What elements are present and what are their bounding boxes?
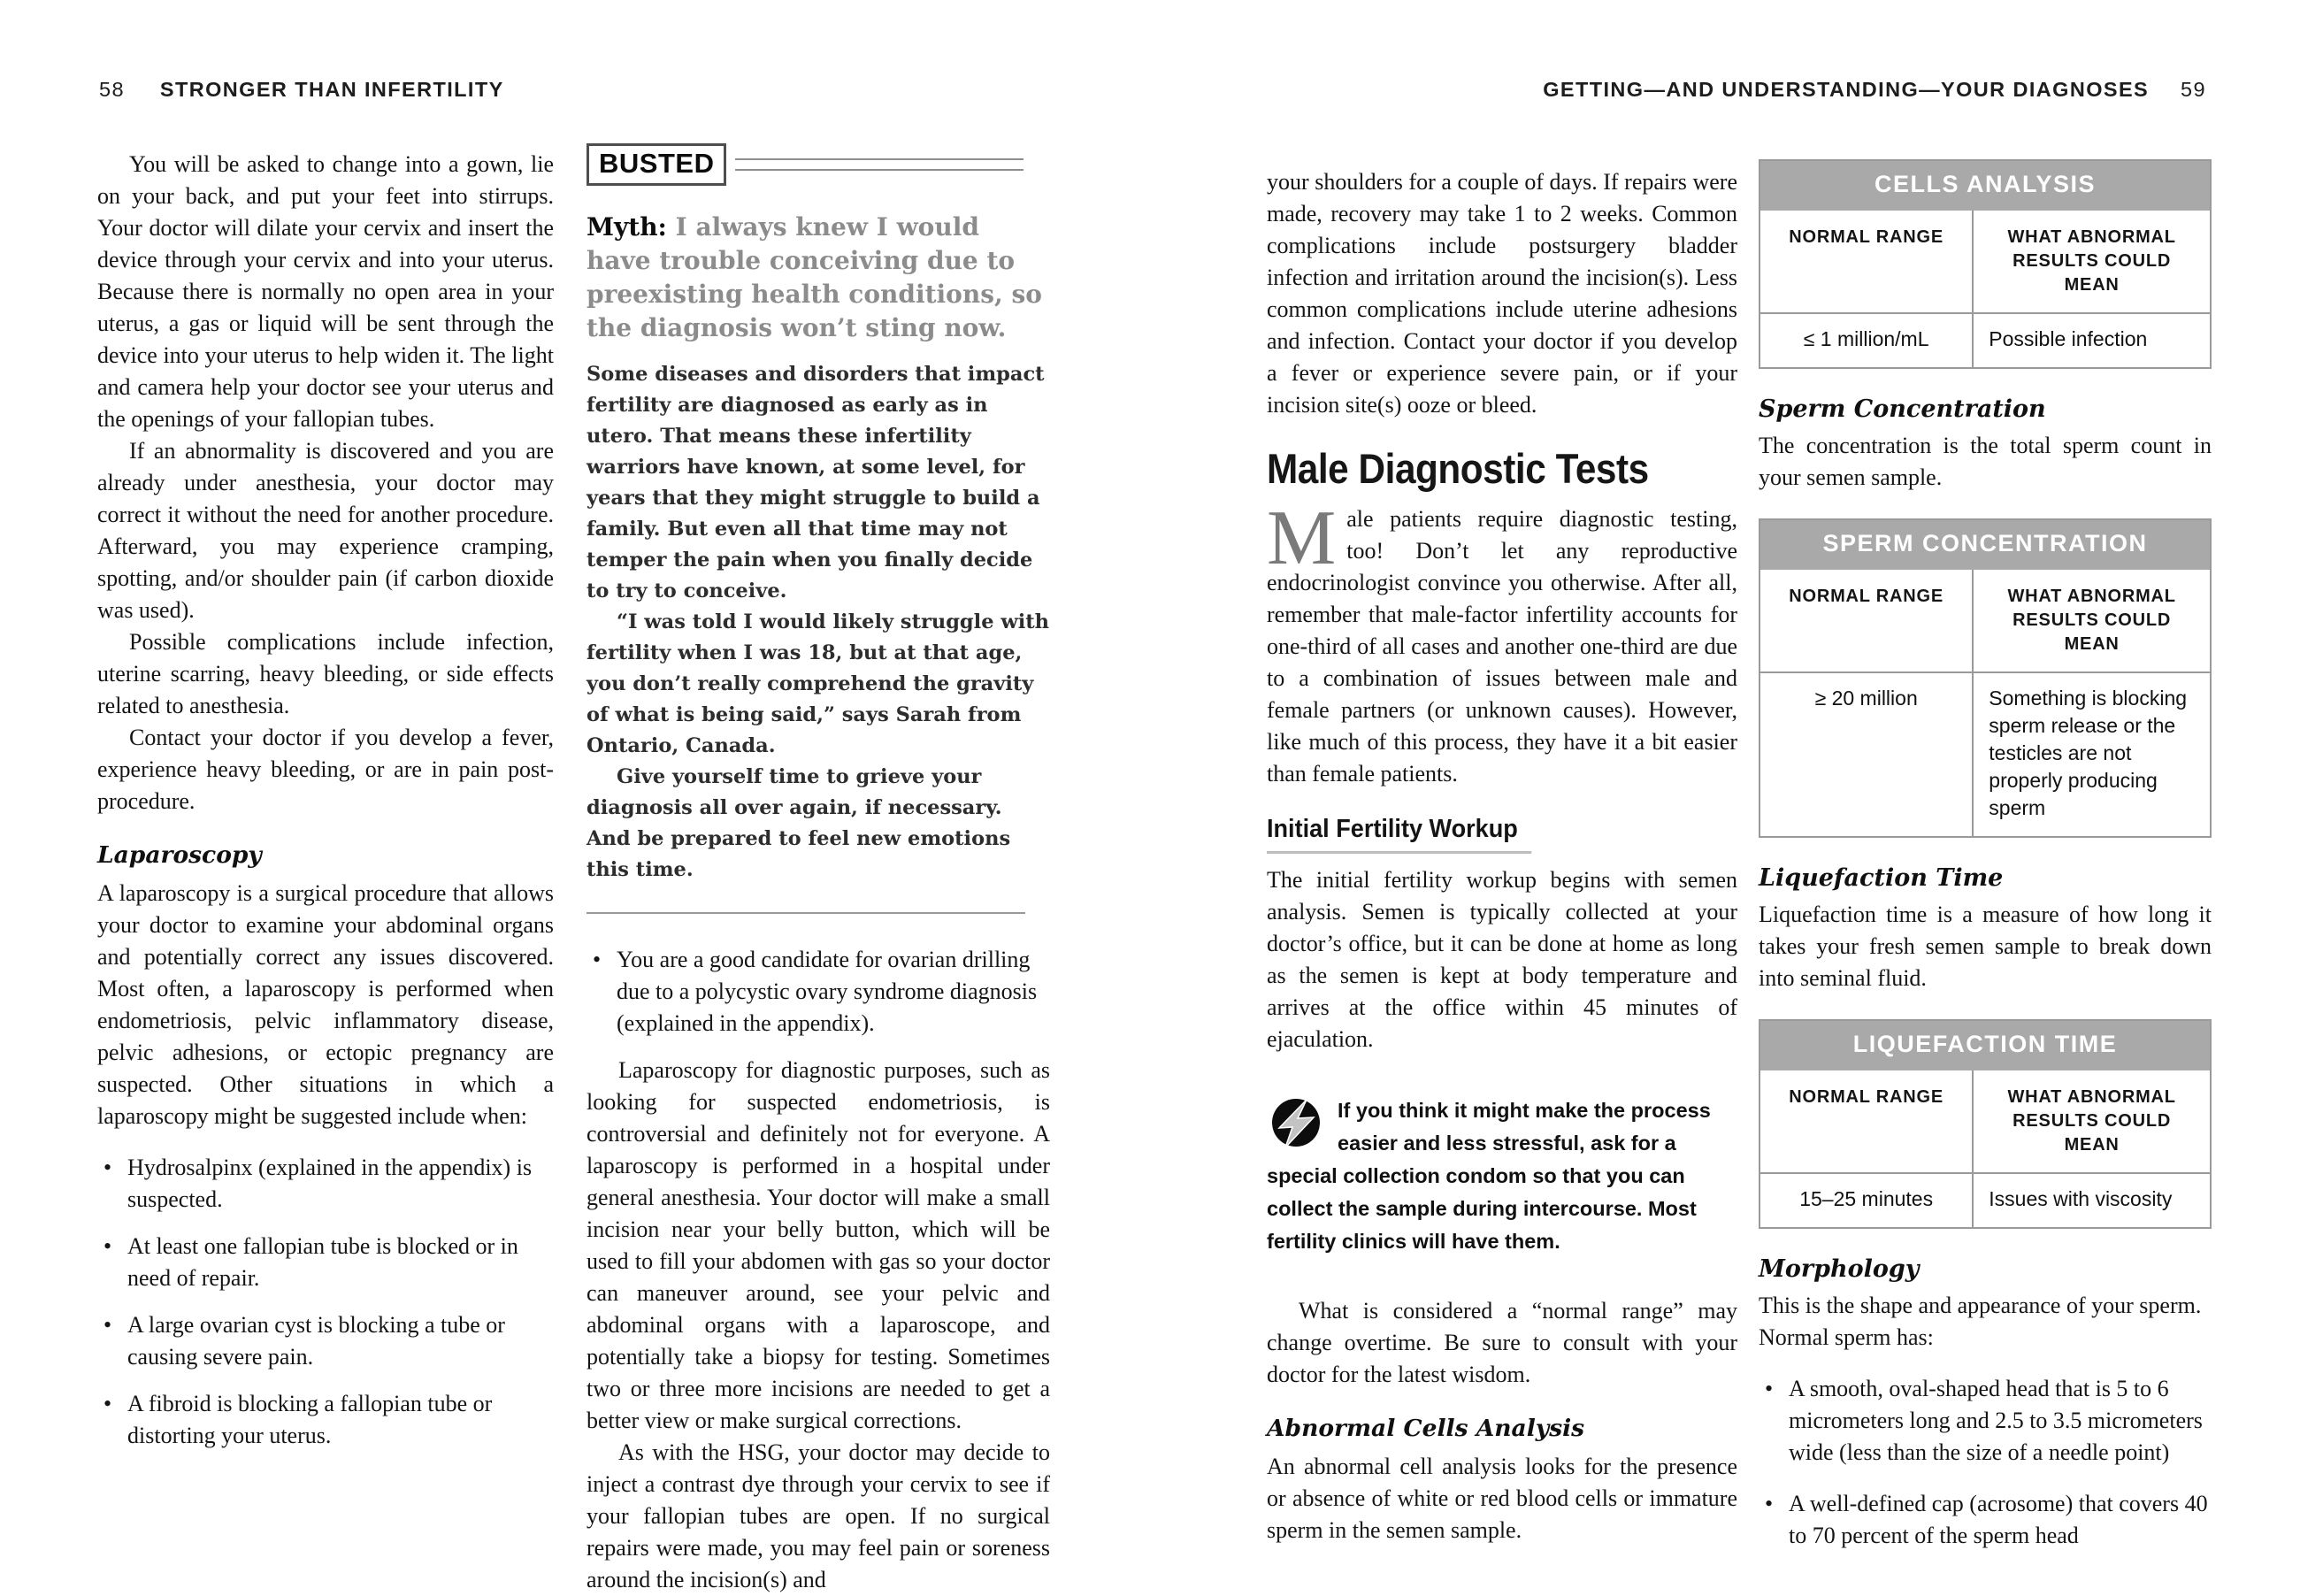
laparoscopy-heading: Laparoscopy: [97, 841, 262, 869]
table-title: SPERM CONCENTRATION: [1760, 520, 2210, 570]
right-page-number: 59: [2181, 78, 2206, 101]
right-page-column-1: [1267, 166, 1737, 1546]
cells-analysis-table: [1759, 159, 2212, 369]
table-row: [1760, 671, 2210, 836]
list-item: • A large ovarian cyst is blocking a tube or causing severe pain.: [97, 1309, 554, 1373]
double-rule: [735, 158, 1024, 171]
paragraph: The concentration is the total sperm count in your semen sample.: [1759, 433, 2212, 490]
right-running-head: [1543, 78, 2206, 102]
table-title: LIQUEFACTION TIME: [1760, 1021, 2210, 1070]
paragraph: This is the shape and appearance of your sperm. Normal sperm has:: [1759, 1293, 2202, 1350]
tip-text: If you think it might make the process easier and less stressful, ask for a special collection condom so that you can collect the sample during intercourse. Most fertility clinics will have them.: [1267, 1099, 1711, 1253]
sperm-concentration-table: [1759, 518, 2212, 838]
right-page-column-2: [1759, 159, 2212, 1571]
paragraph: If an abnormality is discovered and you are already under anesthesia, your doctor may correct it without the need for another procedure. Afterward, you may experience cramping, spotting, and/or shoulder pain (if carbon dioxide was used).: [97, 438, 554, 623]
table-header-row: [1760, 1070, 2210, 1172]
column-header: NORMAL RANGE: [1760, 211, 1974, 312]
myth-text: I always knew I would have trouble conceiving due to preexisting health conditions, so the diagnosis won’t sting now.: [586, 212, 1042, 342]
left-book-title: STRONGER THAN INFERTILITY: [159, 78, 504, 101]
myth-body-paragraph: Give yourself time to grieve your diagnosis all over again, if necessary. And be prepared to feel new emotions this time.: [586, 765, 1011, 881]
paragraph: Liquefaction time is a measure of how long it takes your fresh semen sample to break down into seminal fluid.: [1759, 902, 2212, 991]
tip-callout: [1267, 1094, 1737, 1258]
morphology-heading: Morphology: [1759, 1255, 1920, 1283]
table-row: [1760, 1172, 2210, 1227]
busted-badge: BUSTED: [586, 143, 726, 186]
liquefaction-time-table: [1759, 1019, 2212, 1229]
list-item: • Hydrosalpinx (explained in the appendix) is suspected.: [97, 1152, 554, 1216]
paragraph: Contact your doctor if you develop a fever, experience heavy bleeding, or are in pain post-procedure.: [97, 725, 554, 814]
abnormal-cells-analysis-heading: Abnormal Cells Analysis: [1267, 1415, 1585, 1442]
list-item: • A well-defined cap (acrosome) that covers 40 to 70 percent of the sperm head: [1759, 1488, 2212, 1552]
table-cell: Issues with viscosity: [1974, 1172, 2210, 1227]
myth-label: Myth:: [586, 212, 667, 242]
intro-paragraph: [1267, 495, 1737, 790]
morphology-bullet-list: [1759, 1373, 2212, 1552]
column-header: NORMAL RANGE: [1760, 570, 1974, 671]
drop-cap: M: [1267, 495, 1337, 581]
sperm-concentration-heading: Sperm Concentration: [1759, 395, 2046, 423]
left-running-head: [99, 78, 504, 102]
table-header-row: [1760, 570, 2210, 671]
column-header: WHAT ABNORMAL RESULTS COULD MEAN: [2007, 227, 2176, 295]
table-cell: 15–25 minutes: [1760, 1172, 1974, 1227]
left-page-number: 58: [99, 78, 125, 101]
table-row: [1760, 312, 2210, 367]
paragraph: Laparoscopy for diagnostic purposes, such as looking for suspected endometriosis, is controversial and definitely not for everyone. A laparoscopy is performed in a hospital under general anesthesia. Your doctor will make a small incision near your belly button, which will be used to fill your abdomen with gas so your doctor can maneuver around, see your pelvic and abdominal organs with a laparoscope, and potentially take a biopsy for testing. Sometimes two or three more incisions are needed to get a better view or make surgical corrections.: [586, 1057, 1050, 1433]
paragraph: An abnormal cell analysis looks for the presence or absence of white or red blood cells or immature sperm in the semen sample.: [1267, 1454, 1737, 1543]
myth-quote-paragraph: “I was told I would likely struggle with fertility when I was 18, but at that age, you don’t really comprehend the gravity of what is being said,” says Sarah from Ontario, Canada.: [586, 610, 1050, 757]
male-diagnostic-tests-heading: Male Diagnostic Tests: [1267, 445, 1649, 492]
table-cell: Possible infection: [1974, 312, 2210, 367]
paragraph: What is considered a “normal range” may change overtime. Be sure to consult with your doctor for the latest wisdom.: [1267, 1298, 1737, 1387]
section-divider: [586, 912, 1025, 914]
left-page-column-1: [97, 149, 554, 1467]
lightning-icon: [1269, 1096, 1323, 1151]
table-title: CELLS ANALYSIS: [1760, 161, 2210, 211]
paragraph: A laparoscopy is a surgical procedure that allows your doctor to examine your abdominal organs and potentially correct any issues discovered. Most often, a laparoscopy is performed when endometriosis, pelvic inflammatory disease, pelvic adhesions, or ectopic pregnancy are suspected. Other situations in which a laparoscopy might be suggested include when:: [97, 880, 554, 1129]
list-item: • At least one fallopian tube is blocked or in need of repair.: [97, 1231, 554, 1294]
column-header: WHAT ABNORMAL RESULTS COULD MEAN: [2007, 1087, 2176, 1155]
table-cell: ≥ 20 million: [1760, 671, 1974, 836]
column-header: NORMAL RANGE: [1760, 1070, 1974, 1172]
paragraph: The initial fertility workup begins with semen analysis. Semen is typically collected at your doctor’s office, but it can be done at home as long as the semen is kept at body temperature and arrives at the office within 45 minutes of ejaculation.: [1267, 867, 1737, 1052]
paragraph: your shoulders for a couple of days. If repairs were made, recovery may take 1 to 2 weeks. Common complications include postsurgery bladder infection and irritation around the incision(s). Less common complications include uterine adhesions and infection. Contact your doctor if you develop a fever or experience severe pain, or if your incision site(s) ooze or bleed.: [1267, 169, 1737, 418]
busted-callout-header: [586, 140, 1050, 189]
paragraph: As with the HSG, your doctor may decide to inject a contrast dye through your cervix to see if your fallopian tubes are open. If no surgical repairs were made, you may feel pain or soreness around the incision(s) and: [586, 1439, 1050, 1592]
intro-text: ale patients require diagnostic testing, too! Don’t let any reproductive endocrinologist convince you otherwise. After all, remember that male-factor infertility accounts for one-third of all cases and another one-third are due to a combination of issues between male and female partners (or unknown causes). However, like much of this process, they have it a bit easier than female patients.: [1267, 506, 1737, 786]
paragraph: You will be asked to change into a gown, lie on your back, and put your feet into stirrups. Your doctor will dilate your cervix and insert the device through your cervix and into your uterus. Because there is normally no open area in your uterus, a gas or liquid will be sent through the device into your uterus to help widen it. The light and camera help your doctor see your uterus and the openings of your fallopian tubes.: [97, 151, 554, 432]
list-item: • A fibroid is blocking a fallopian tube or distorting your uterus.: [97, 1388, 554, 1452]
list-item: • You are a good candidate for ovarian drilling due to a polycystic ovary syndrome diagnosis (explained in the appendix).: [586, 944, 1050, 1040]
myth-statement: [586, 211, 1050, 345]
left-page-column-2: [586, 140, 1050, 1596]
table-header-row: [1760, 211, 2210, 312]
list-item: • A smooth, oval-shaped head that is 5 to 6 micrometers long and 2.5 to 3.5 micrometers wide (less than the size of a needle point): [1759, 1373, 2212, 1469]
right-chapter-title: GETTING—AND UNDERSTANDING—YOUR DIAGNOSES: [1543, 78, 2150, 101]
paragraph: Possible complications include infection, uterine scarring, heavy bleeding, or side effects related to anesthesia.: [97, 629, 554, 718]
table-cell: Something is blocking sperm release or the testicles are not properly producing sperm: [1974, 671, 2210, 836]
table-cell: ≤ 1 million/mL: [1760, 312, 1974, 367]
liquefaction-time-heading: Liquefaction Time: [1759, 864, 2004, 892]
initial-fertility-workup-heading: Initial Fertility Workup: [1267, 815, 1531, 854]
myth-body-paragraph: Some diseases and disorders that impact fertility are diagnosed as early as in utero. That means these infertility warriors have known, at some level, for years that they might struggle to build a family. But even all that time may not temper the pain when you finally decide to try to conceive.: [586, 363, 1045, 602]
column-header: WHAT ABNORMAL RESULTS COULD MEAN: [2007, 587, 2176, 654]
laparoscopy-bullet-list: [97, 1152, 554, 1452]
